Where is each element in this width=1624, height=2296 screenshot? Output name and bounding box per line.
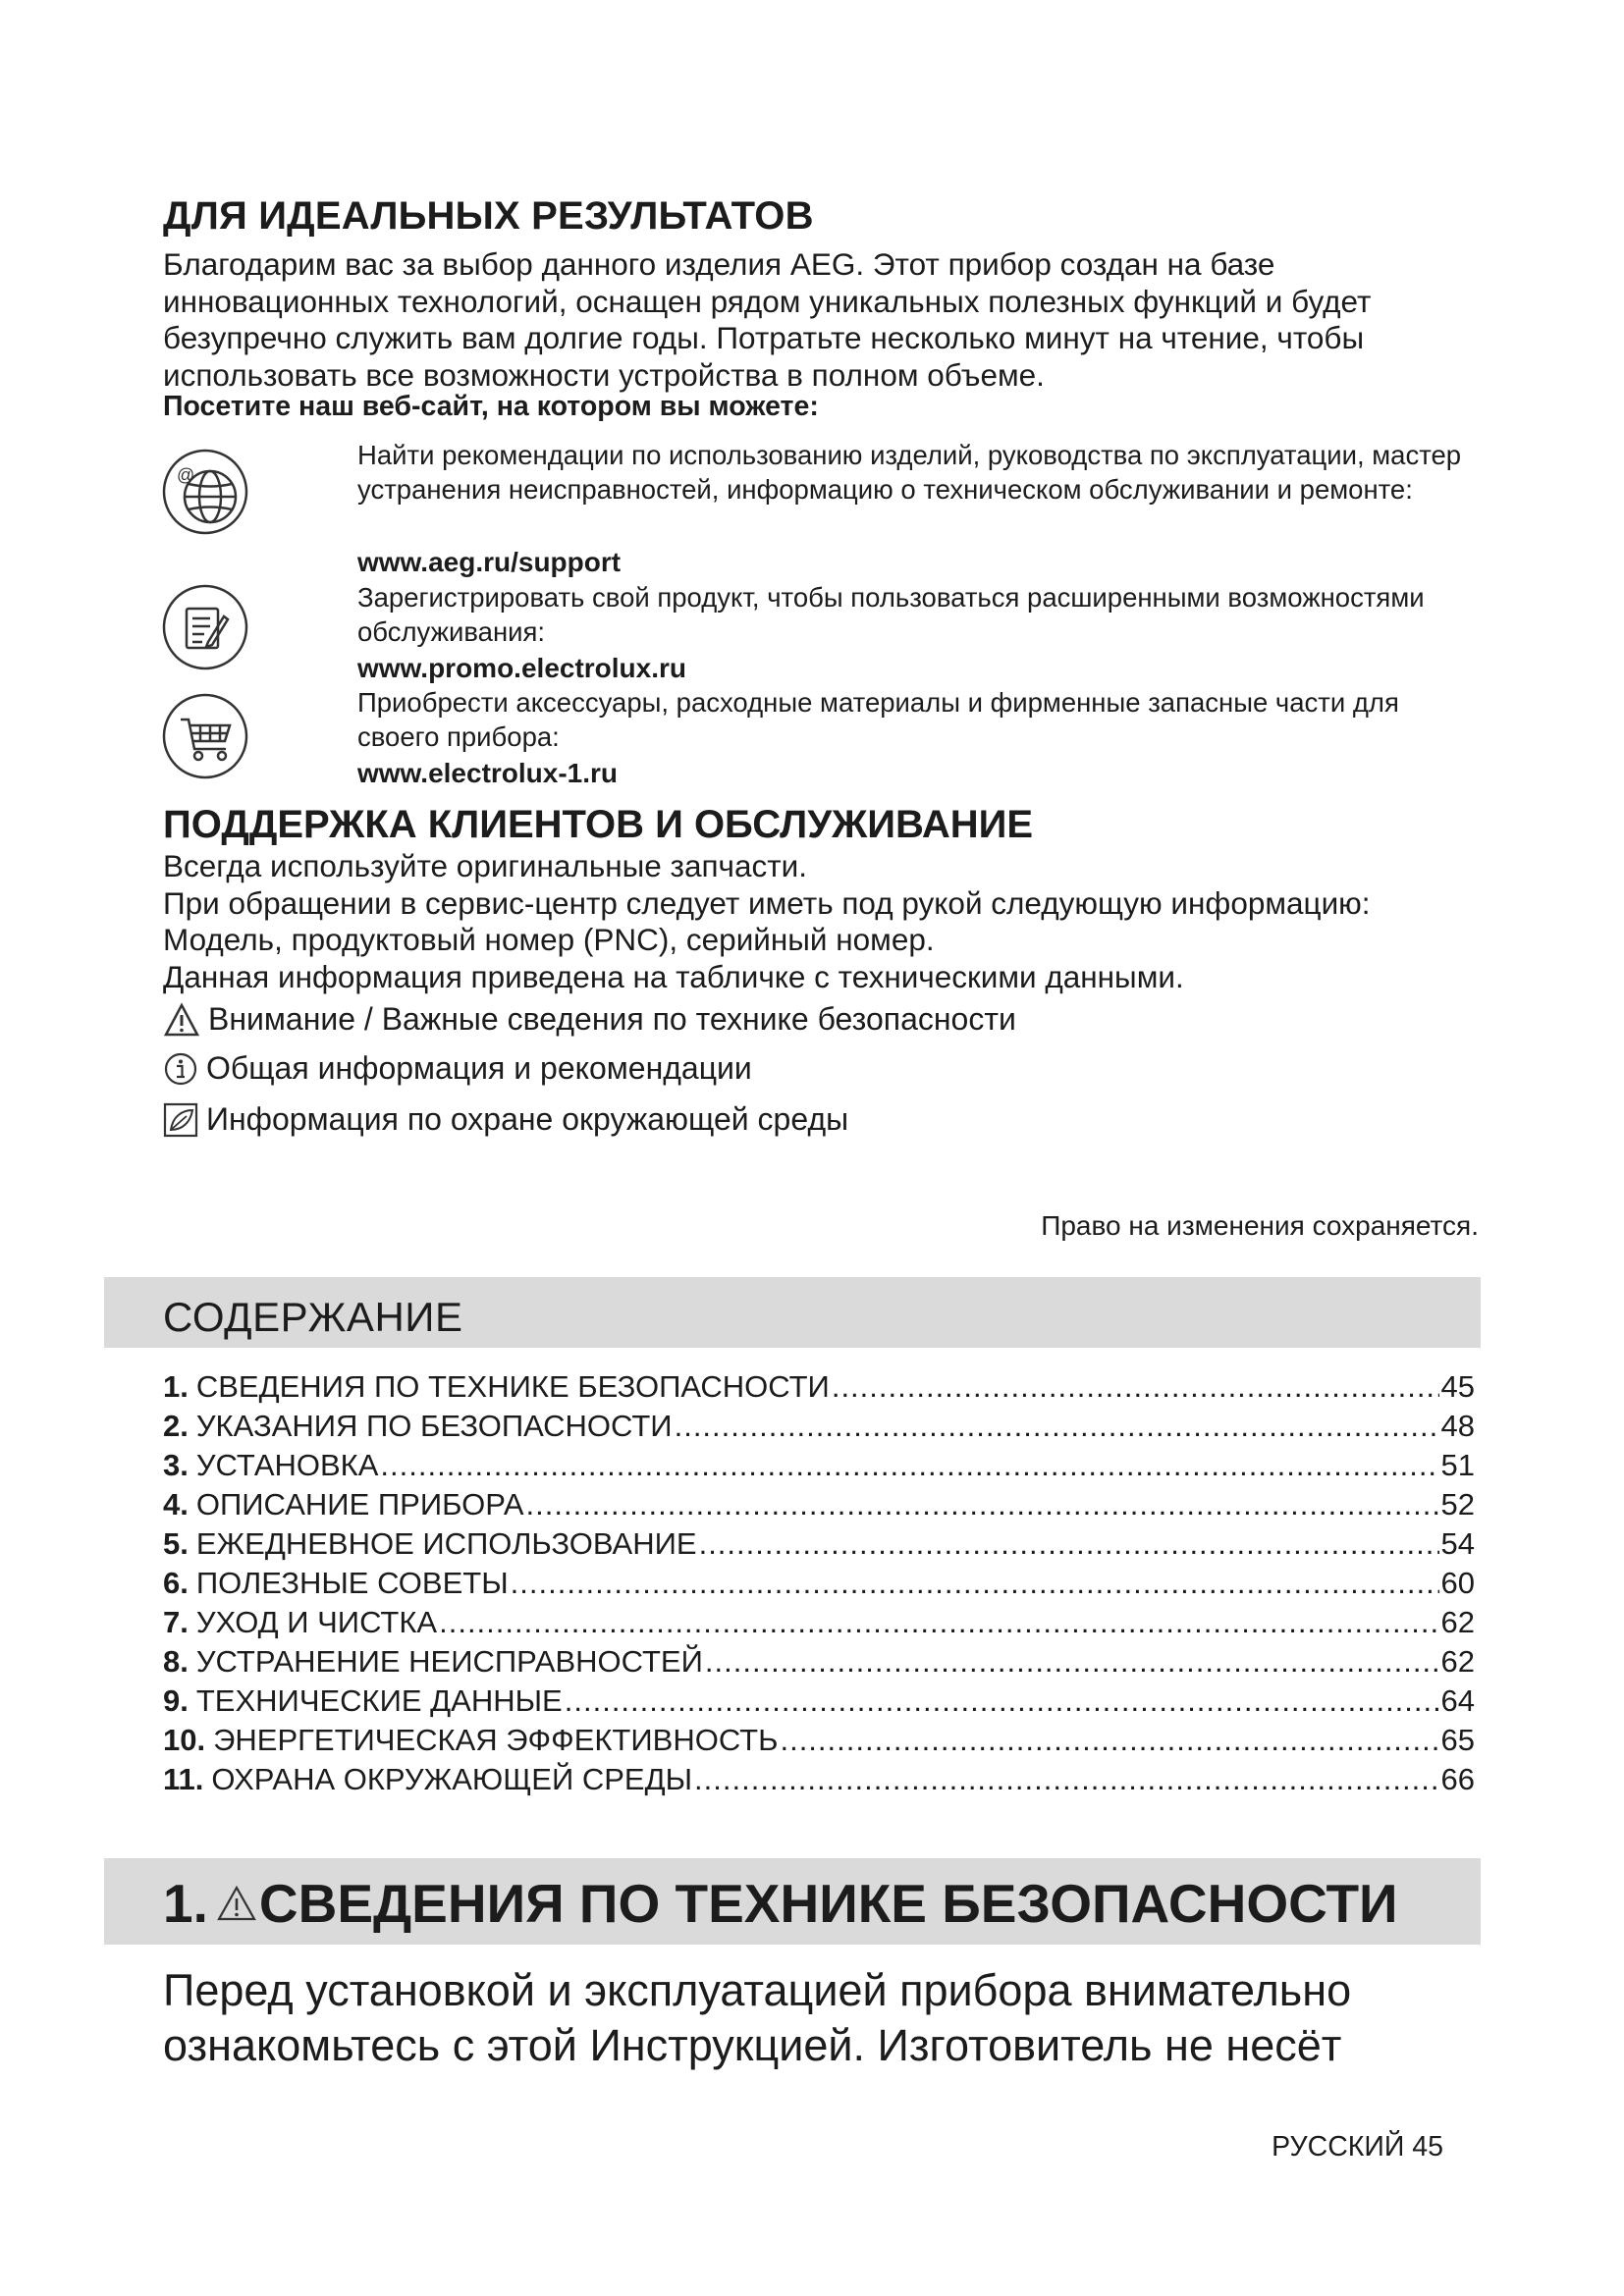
toc-item-number: 1. xyxy=(163,1369,189,1404)
toc-item[interactable] xyxy=(163,1526,1475,1566)
warning-icon xyxy=(163,1002,200,1038)
web-item-url[interactable]: www.promo.electrolux.ru xyxy=(357,653,687,683)
globe-icon xyxy=(161,448,249,536)
support-line: Модель, продуктовый номер (PNC), серийный номер. xyxy=(163,922,935,957)
support-line: Всегда используйте оригинальные запчасти. xyxy=(163,848,808,883)
toc-item-number: 6. xyxy=(163,1566,189,1600)
toc-item-title: УКАЗАНИЯ ПО БЕЗОПАСНОСТИ xyxy=(195,1409,673,1443)
toc-item-title: ТЕХНИЧЕСКИЕ ДАННЫЕ xyxy=(195,1683,563,1718)
toc-leader xyxy=(511,1566,1439,1601)
section-number: 1. xyxy=(163,1873,208,1934)
support-line: Данная информация приведена на табличке с техническими данными. xyxy=(163,958,1184,994)
support-title: ПОДДЕРЖКА КЛИЕНТОВ И ОБСЛУЖИВАНИЕ xyxy=(163,803,1034,846)
legend-warning xyxy=(163,1001,1016,1038)
web-item-url[interactable]: www.electrolux-1.ru xyxy=(357,758,619,788)
toc-leader xyxy=(526,1487,1439,1522)
toc-leader xyxy=(694,1762,1438,1797)
svg-text:@: @ xyxy=(177,465,195,485)
toc-item-title: ЭНЕРГЕТИЧЕСКАЯ ЭФФЕКТИВНОСТЬ xyxy=(213,1723,779,1757)
toc-leader xyxy=(565,1683,1439,1719)
toc-leader xyxy=(780,1723,1438,1758)
web-item-text: Найти рекомендации по использованию изделий, руководства по эксплуатации, мастер устранения неисправностей, информацию о техническом обслуживании и ремонте: xyxy=(357,440,1462,505)
section-title-text: СВЕДЕНИЯ ПО ТЕХНИКЕ БЕЗОПАСНОСТИ xyxy=(258,1873,1398,1934)
toc-item[interactable] xyxy=(163,1369,1475,1409)
legend-text: Общая информация и рекомендации xyxy=(206,1050,752,1086)
toc-title: СОДЕРЖАНИЕ xyxy=(163,1294,463,1340)
register-icon xyxy=(161,583,249,671)
page-title: ДЛЯ ИДЕАЛЬНЫХ РЕЗУЛЬТАТОВ xyxy=(163,194,814,238)
toc-item-page: 52 xyxy=(1440,1487,1475,1522)
web-item-text: Приобрести аксессуары, расходные материалы и фирменные запасные части для своего прибора: xyxy=(357,687,1399,752)
toc-item-title: УСТАНОВКА xyxy=(195,1448,379,1482)
toc-leader xyxy=(380,1448,1438,1483)
toc-item[interactable] xyxy=(163,1409,1475,1448)
legend-environment xyxy=(163,1101,848,1138)
toc-item-number: 7. xyxy=(163,1605,189,1639)
support-text xyxy=(163,848,1371,995)
support-line: При обращении в сервис-центр следует иметь под рукой следующую информацию: xyxy=(163,884,1371,921)
toc-item[interactable] xyxy=(163,1762,1475,1801)
toc-item-title: ПОЛЕЗНЫЕ СОВЕТЫ xyxy=(195,1566,509,1600)
legend-text: Информация по охране окружающей среды xyxy=(206,1101,849,1137)
table-of-contents xyxy=(163,1369,1475,1801)
toc-item-number: 5. xyxy=(163,1526,189,1561)
cart-icon xyxy=(161,692,249,780)
toc-item-title: УХОД И ЧИСТКА xyxy=(195,1605,438,1639)
toc-item-page: 54 xyxy=(1440,1526,1475,1561)
toc-item-number: 8. xyxy=(163,1644,189,1679)
toc-leader xyxy=(439,1605,1438,1640)
toc-item-number: 9. xyxy=(163,1683,189,1718)
info-icon xyxy=(163,1051,198,1087)
legend-info xyxy=(163,1050,752,1087)
toc-item-title: ОХРАНА ОКРУЖАЮЩЕЙ СРЕДЫ xyxy=(211,1762,693,1796)
toc-item[interactable] xyxy=(163,1683,1475,1723)
legend-text: Внимание / Важные сведения по технике безопасности xyxy=(208,1001,1016,1037)
toc-leader xyxy=(705,1644,1439,1680)
toc-item[interactable] xyxy=(163,1448,1475,1487)
toc-item-number: 2. xyxy=(163,1409,189,1443)
page-footer xyxy=(1272,2131,1443,2163)
toc-item-title: СВЕДЕНИЯ ПО ТЕХНИКЕ БЕЗОПАСНОСТИ xyxy=(195,1369,830,1404)
section-intro-line: Перед установкой и эксплуатацией прибора внимательно xyxy=(163,1965,1352,2015)
section-title xyxy=(163,1872,1398,1935)
toc-leader xyxy=(675,1409,1439,1444)
toc-item-page: 60 xyxy=(1440,1566,1475,1600)
toc-item[interactable] xyxy=(163,1487,1475,1526)
web-item-url[interactable]: www.aeg.ru/support xyxy=(357,547,622,577)
intro-paragraph: Благодарим вас за выбор данного изделия AEG. Этот прибор создан на базе инновационных технологий, оснащен рядом уникальных полезных функций и будет безупречно служить вам долгие годы. Потратьте несколько минут на чтение, чтобы использовать все возможности устройства в полном объеме. xyxy=(163,246,1372,393)
rights-notice: Право на изменения сохраняется. xyxy=(1041,1210,1479,1241)
toc-item-page: 65 xyxy=(1440,1723,1475,1757)
toc-item-page: 62 xyxy=(1440,1644,1475,1679)
toc-item-title: ЕЖЕДНЕВНОЕ ИСПОЛЬЗОВАНИЕ xyxy=(195,1526,697,1561)
toc-item-page: 51 xyxy=(1440,1448,1475,1482)
footer-page-number: 45 xyxy=(1412,2131,1443,2163)
section-intro-line: ознакомьтесь с этой Инструкцией. Изготовитель не несёт xyxy=(163,2020,1342,2070)
toc-item[interactable] xyxy=(163,1644,1475,1683)
toc-item-title: УСТРАНЕНИЕ НЕИСПРАВНОСТЕЙ xyxy=(195,1644,703,1679)
toc-item-page: 66 xyxy=(1440,1762,1475,1796)
toc-item-number: 3. xyxy=(163,1448,189,1482)
warning-icon xyxy=(216,1884,257,1923)
visit-label: Посетите наш веб-сайт, на котором вы можете: xyxy=(163,391,819,422)
toc-item-title: ОПИСАНИЕ ПРИБОРА xyxy=(195,1487,524,1522)
toc-item-number: 10. xyxy=(163,1723,206,1757)
toc-item[interactable] xyxy=(163,1723,1475,1762)
toc-item[interactable] xyxy=(163,1566,1475,1605)
toc-item-number: 4. xyxy=(163,1487,189,1522)
toc-item-page: 45 xyxy=(1440,1369,1475,1404)
footer-language: РУССКИЙ xyxy=(1272,2131,1405,2163)
section-intro xyxy=(163,1963,1489,2073)
toc-item-number: 11. xyxy=(163,1762,204,1796)
leaf-icon xyxy=(163,1102,198,1138)
toc-item[interactable] xyxy=(163,1605,1475,1644)
web-item-text: Зарегистрировать свой продукт, чтобы пользоваться расширенными возможностями обслуживания: xyxy=(357,582,1425,647)
toc-item-page: 48 xyxy=(1440,1409,1475,1443)
toc-leader xyxy=(699,1526,1439,1562)
toc-leader xyxy=(832,1369,1439,1405)
toc-item-page: 62 xyxy=(1440,1605,1475,1639)
toc-item-page: 64 xyxy=(1440,1683,1475,1718)
